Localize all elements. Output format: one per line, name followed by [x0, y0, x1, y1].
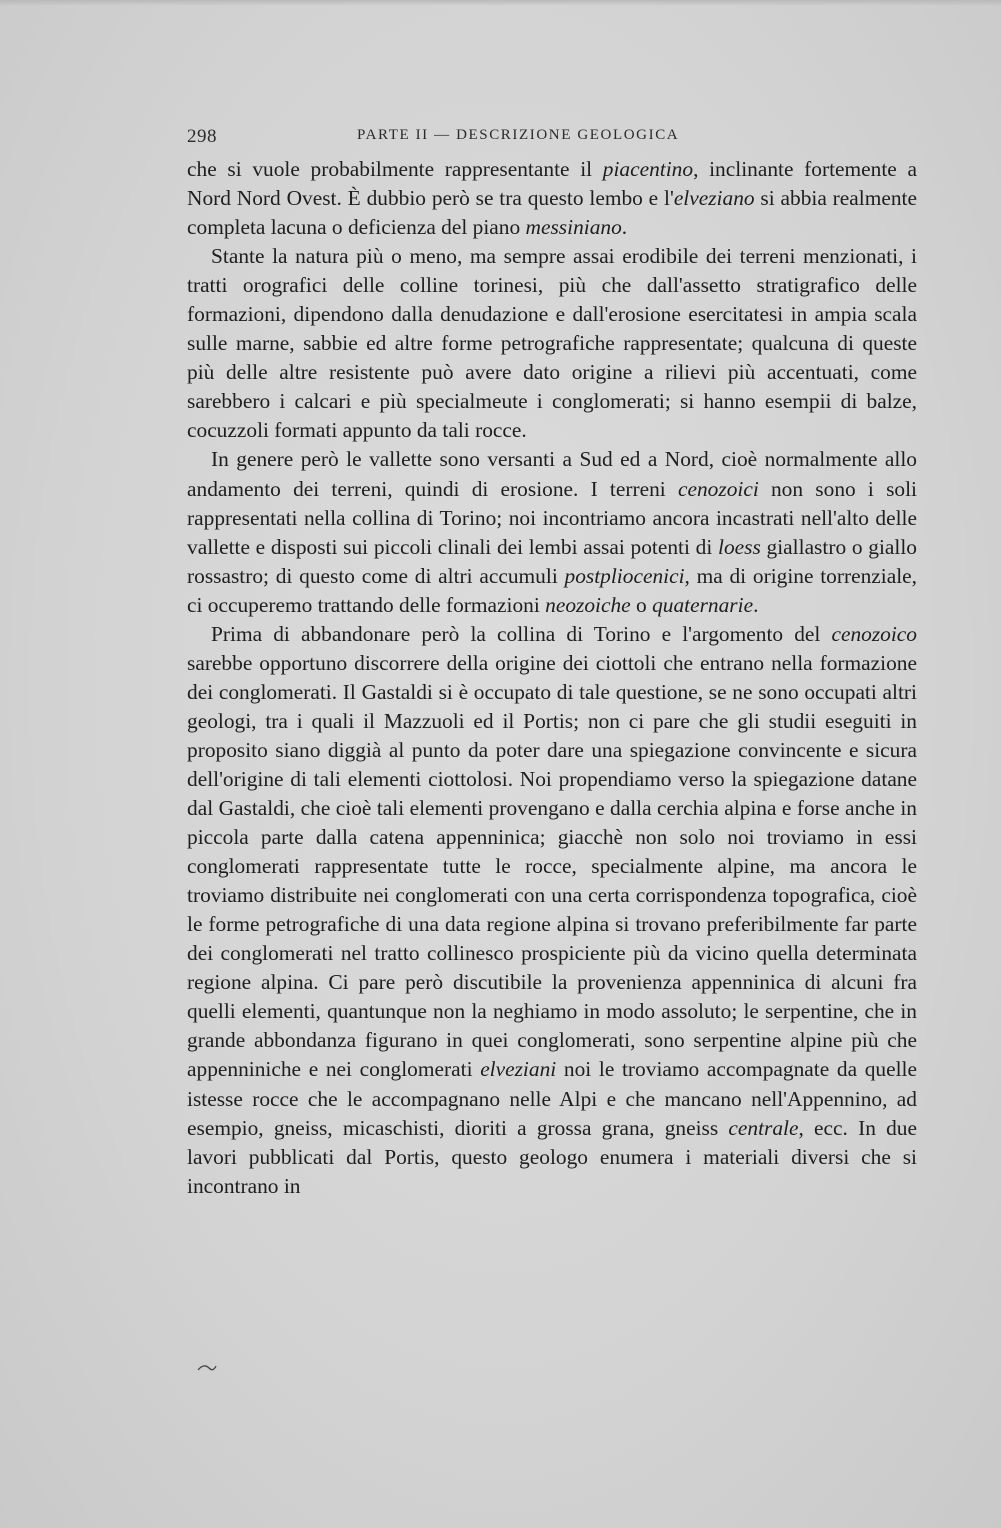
text-run: Stante la natura più o meno, ma sempre assai erodibile dei terreni menzionati, i tratti orografici delle colline torinesi, più che dall'assetto stratigrafico delle formazioni, dipendono dalla denudazione e dall'erosione esercitatesi in ampia scala sulle marne, sabbie ed altre forme petrografiche rappresentate; qualcuna di queste più delle altre resistente può avere dato origine a rilievi più accentuati, come sarebbero i calcari e più specialmeute i conglomerati; si hanno esempii di balze, cocuzzoli formati appunto da tali rocce.: [187, 244, 917, 443]
text-run: Prima di abbandonare però la collina di Torino e l'argomento del: [211, 621, 832, 646]
text-run: sarebbe opportuno discorrere della origine dei ciottoli che entrano nella formazione dei conglomerati. Il Gastaldi si è occupato di tale questione, se ne sono occupati altri geologi, tra i quali il Mazzuoli ed il Portis; non ci pare che gli studii eseguiti in proposito siano diggià al punto da poter dare una spiegazione convincente e sicura dell'origine di tali elementi ciottolosi. Noi propendiamo verso la spiegazione datane dal Gastaldi, che cioè tali elementi provengano e dalla cerchia alpina e forse anche in piccola parte dalla catena appenninica; giacchè non solo noi troviamo in essi conglomerati rappresentate tutte le rocce, specialmente alpine, ma ancora le troviamo distribuite nei conglomerati con una certa corrispondenza topografica, cioè le forme petrografiche di una data regione alpina si trovano preferibilmente far parte dei conglomerati nel tratto collinesco prospiciente più da vicino quella determinata regione alpina. Ci pare però discutibile la provenienza appenninica di alcuni fra quelli elementi, quantunque non la neghiamo in modo assoluto; le serpentine, che in grande abbondanza figurano in quei conglomerati, sono serpentine alpine più che appenniniche e nei conglomerati: [187, 650, 917, 1082]
page-header: [187, 126, 917, 150]
paragraph: [187, 155, 917, 242]
italic-term: quaternarie: [652, 592, 754, 617]
italic-term: centrale: [728, 1115, 799, 1140]
text-run: In genere però le vallette sono versanti a Sud ed a Nord, cioè normalmente allo andamento dei terreni, quindi di erosione. I terreni: [187, 447, 917, 501]
paragraph: [187, 620, 917, 1201]
text-run: si abbia realmente completa lacuna o deficienza del piano: [187, 186, 917, 240]
running-title: PARTE II — DESCRIZIONE GEOLOGICA: [357, 127, 680, 143]
italic-term: piacentino: [602, 157, 694, 181]
text-run: , ecc. In due lavori pubblicati dal Portis, questo geologo enumera i materiali diversi che si incontrano in: [187, 1115, 917, 1198]
body-text: [187, 155, 917, 1201]
italic-term: messiniano: [525, 215, 622, 240]
text-run: che si vuole probabilmente rappresentante il: [187, 157, 603, 181]
text-run: noi le troviamo accompagnate da quelle istesse rocce che le accompagnano nelle Alpi e che mancano nell'Appennino, ad esempio, gneiss, micaschisti, dioriti a grossa grana, gneiss: [187, 1057, 917, 1140]
text-run: giallastro o giallo rossastro; di questo come di altri accumuli: [187, 534, 917, 588]
italic-term: cenozoici: [677, 476, 759, 501]
scan-edge-shadow: [0, 0, 1001, 6]
text-run: , ma di origine torrenziale, ci occuperemo trattando delle formazioni: [187, 563, 918, 617]
text-run: non sono i soli rappresentati nella collina di Torino; noi incontriamo ancora incastrati nell'alto delle vallette e disposti sui piccoli clinali dei lembi assai potenti di: [187, 476, 917, 559]
italic-term: loess: [718, 534, 761, 559]
paragraph: [187, 445, 917, 619]
text-run: .: [621, 215, 628, 240]
text-run: , inclinante fortemente a Nord Nord Ovest. È dubbio però se tra questo lembo e l': [187, 157, 917, 211]
text-run: o: [630, 592, 653, 617]
italic-term: elveziano: [673, 186, 755, 211]
italic-term: cenozoico: [831, 621, 917, 646]
italic-term: neozoiche: [545, 592, 631, 617]
italic-term: postpliocenici: [564, 563, 685, 588]
italic-term: elveziani: [480, 1057, 557, 1082]
pencil-mark-icon: [197, 1364, 217, 1372]
paragraph: [187, 242, 917, 445]
text-run: .: [753, 592, 759, 617]
page-number: 298: [187, 126, 217, 147]
